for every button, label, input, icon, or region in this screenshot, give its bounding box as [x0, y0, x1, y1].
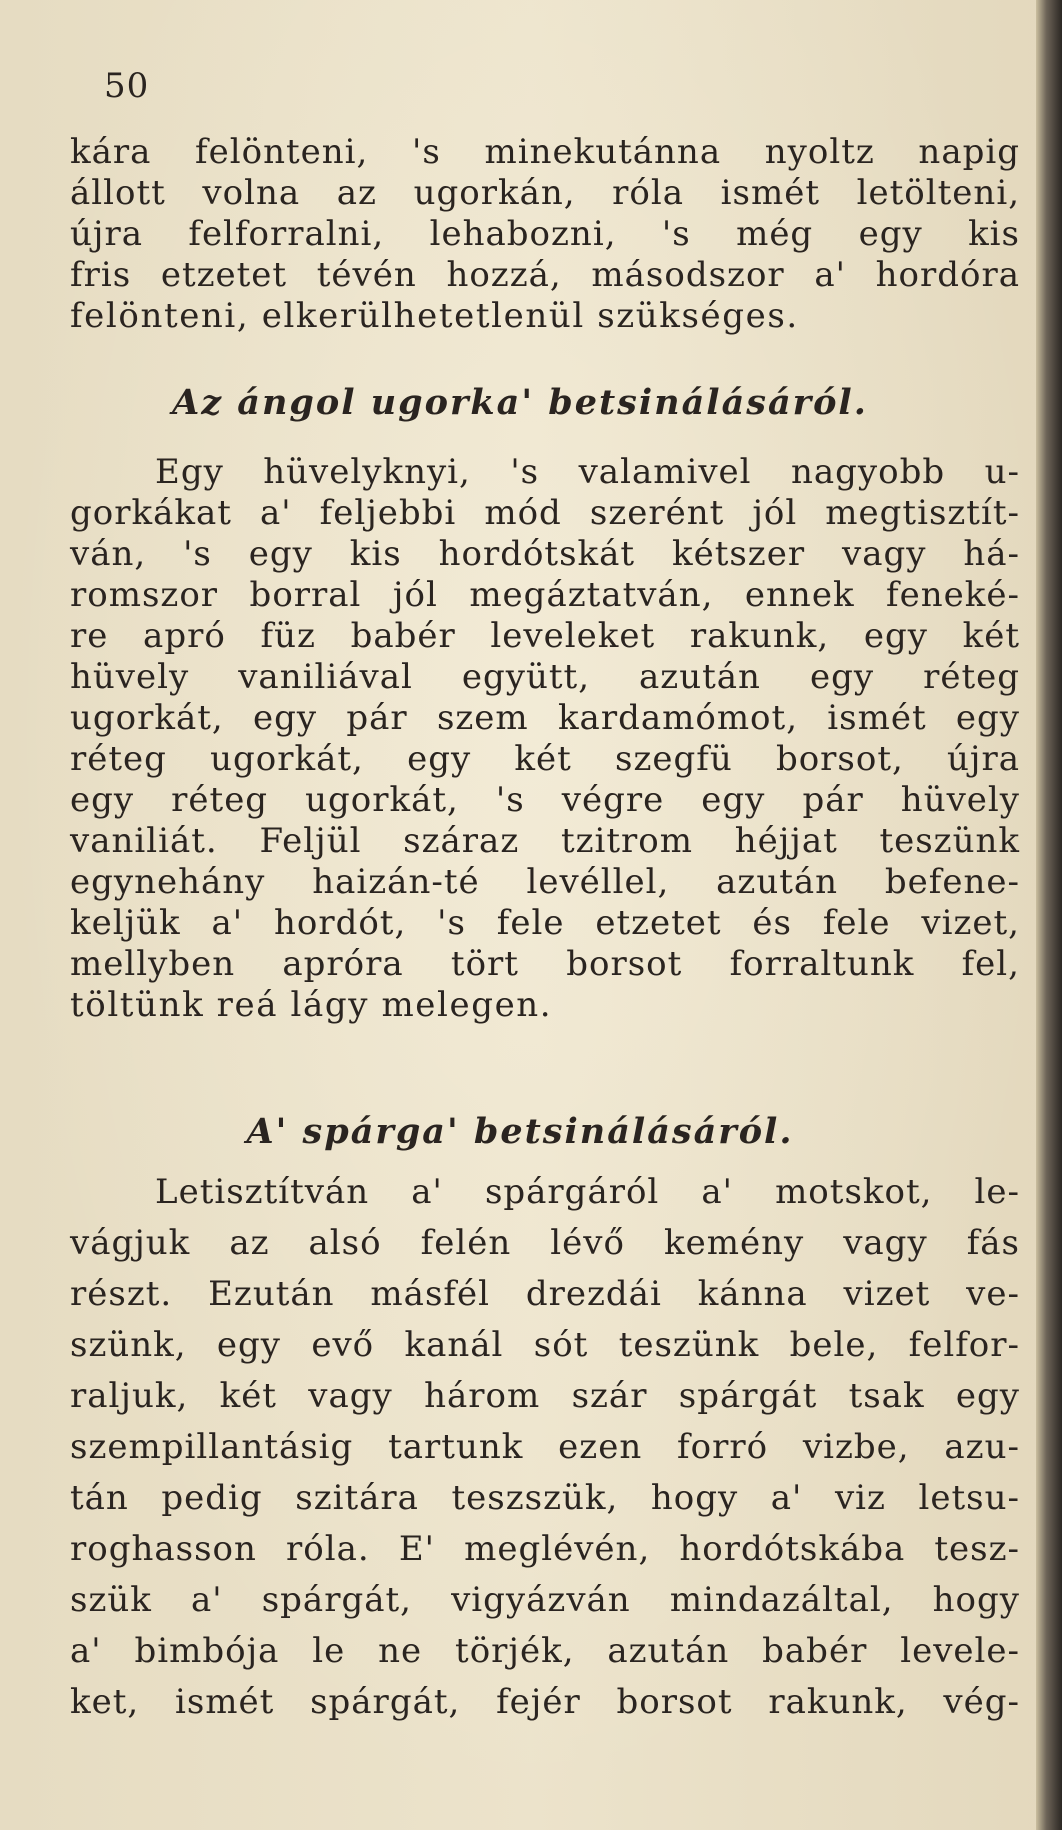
- text-line: keljük a' hordót, 's fele etzetet és fele vizet,: [70, 903, 1020, 943]
- text-line: romszor borral jól megáztatván, ennek feneké-: [70, 575, 1020, 615]
- text-line: hüvely vaniliával együtt, azután egy réteg: [70, 657, 1020, 697]
- text-line: kára felönteni, 's minekutánna nyoltz napig: [70, 132, 1020, 172]
- text-line: ket, ismét spárgát, fejér borsot rakunk, vég-: [70, 1682, 1020, 1722]
- section-heading-asparagus: A' spárga' betsinálásáról.: [246, 1111, 794, 1152]
- text-line: ván, 's egy kis hordótskát kétszer vagy há-: [70, 534, 1020, 574]
- text-line: szünk, egy evő kanál sót teszünk bele, felfor-: [70, 1325, 1020, 1365]
- text-line: egynehány haizán-té levéllel, azután befene-: [70, 862, 1020, 902]
- text-line: Letisztítván a' spárgáról a' motskot, le-: [155, 1172, 1020, 1212]
- text-line: fris etzetet tévén hozzá, másodszor a' hordóra: [70, 255, 1020, 295]
- section-heading-english-cucumber: Az ángol ugorka' betsinálásáról.: [172, 382, 868, 423]
- text-line: raljuk, két vagy három szár spárgát tsak egy: [70, 1376, 1020, 1416]
- text-line: részt. Ezután másfél drezdái kánna vizet ve-: [70, 1274, 1020, 1314]
- text-line: roghasson róla. E' meglévén, hordótskába tesz-: [70, 1529, 1020, 1569]
- text-line: vágjuk az alsó felén lévő kemény vagy fás: [70, 1223, 1020, 1263]
- text-line: ugorkát, egy pár szem kardamómot, ismét egy: [70, 698, 1020, 738]
- text-line: re apró füz babér leveleket rakunk, egy két: [70, 616, 1020, 656]
- text-line: vaniliát. Feljül száraz tzitrom héjjat teszünk: [70, 821, 1020, 861]
- page-number: 50: [104, 66, 150, 106]
- text-line: szempillantásig tartunk ezen forró vizbe, azu-: [70, 1427, 1020, 1467]
- text-line: réteg ugorkát, egy két szegfü borsot, újra: [70, 739, 1020, 779]
- text-line: állott volna az ugorkán, róla ismét letölteni,: [70, 173, 1020, 213]
- text-line: felönteni, elkerülhetetlenül szükséges.: [70, 296, 799, 336]
- text-line: újra felforralni, lehabozni, 's még egy kis: [70, 214, 1020, 254]
- text-line: szük a' spárgát, vigyázván mindazáltal, hogy: [70, 1580, 1020, 1620]
- text-line: Egy hüvelyknyi, 's valamivel nagyobb u-: [155, 452, 1020, 492]
- text-line: a' bimbója le ne törjék, azután babér levele-: [70, 1631, 1020, 1671]
- text-line: tán pedig szitára teszszük, hogy a' viz letsu-: [70, 1478, 1020, 1518]
- text-line: mellyben apróra tört borsot forraltunk fel,: [70, 944, 1020, 984]
- text-line: töltünk reá lágy melegen.: [70, 985, 553, 1025]
- page-edge-shadow: [1036, 0, 1062, 1830]
- text-line: egy réteg ugorkát, 's végre egy pár hüvely: [70, 780, 1020, 820]
- text-line: gorkákat a' feljebbi mód szerént jól megtisztít-: [70, 493, 1020, 533]
